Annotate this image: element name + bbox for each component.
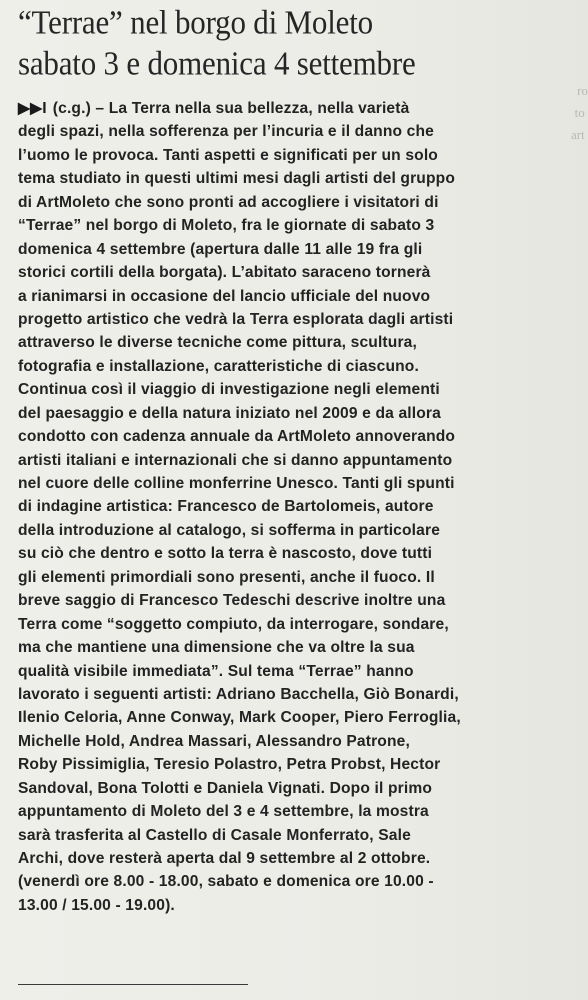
body-line: su ciò che dentro e sotto la terra è nascosto, dove tutti — [18, 545, 433, 563]
body-line: ma che mantiene una dimensione che va oltre la sua — [18, 639, 415, 657]
body-line: di indagine artistica: Francesco de Bartolomeis, autore — [18, 498, 434, 516]
body-line: qualità visibile immediata”. Sul tema “Terrae” hanno — [18, 662, 414, 680]
body-line: domenica 4 settembre (apertura dalle 11 alle 19 fra gli — [18, 240, 423, 258]
article-headline — [18, 2, 578, 84]
body-line-1-text: (c.g.) – La Terra nella sua bellezza, nella varietà — [52, 100, 410, 117]
body-line: 13.00 / 15.00 - 19.00). — [18, 896, 175, 914]
body-line: di ArtMoleto che sono pronti ad accogliere i visitatori di — [18, 193, 439, 211]
body-line: degli spazi, nella sofferenza per l’incuria e il danno che — [18, 123, 434, 141]
body-line: fotografia e installazione, caratteristiche di ciascuno. — [18, 357, 419, 375]
body-line: appuntamento di Moleto del 3 e 4 settembre, la mostra — [18, 803, 429, 821]
body-line: del paesaggio e della natura iniziato nel 2009 e da allora — [18, 404, 441, 422]
headline-line-2: sabato 3 e domenica 4 settembre — [18, 44, 416, 82]
body-line: Sandoval, Bona Tolotti e Daniela Vignati. Dopo il primo — [18, 779, 433, 797]
body-line: Ilenio Celoria, Anne Conway, Mark Cooper, Piero Ferroglia, — [18, 709, 461, 727]
article-end-rule — [18, 984, 248, 985]
body-line: gli elementi primordiali sono presenti, anche il fuoco. Il — [18, 568, 435, 586]
show-through-mark: ro — [577, 83, 588, 98]
body-line: condotto con cadenza annuale da ArtMoleto annoverando — [18, 428, 456, 446]
body-line-1 — [18, 97, 578, 120]
body-line: storici cortili della borgata). L’abitato saraceno tornerà — [18, 264, 431, 282]
body-line: (venerdì ore 8.00 - 18.00, sabato e domenica ore 10.00 - — [18, 873, 434, 891]
show-through-mark: to — [574, 105, 588, 120]
body-line: breve saggio di Francesco Tedeschi descrive inoltre una — [18, 592, 446, 610]
body-line: artisti italiani e internazionali che si danno appuntamento — [18, 451, 453, 469]
fast-forward-icon: ▶▶I — [18, 100, 47, 117]
article-body — [18, 97, 578, 917]
body-line: l’uomo le provoca. Tanti aspetti e significati per un solo — [18, 146, 438, 164]
body-line: della introduzione al catalogo, si sofferma in particolare — [18, 521, 441, 539]
body-line: Archi, dove resterà aperta dal 9 settembre al 2 ottobre. — [18, 850, 431, 867]
body-line: Roby Pissimiglia, Teresio Polastro, Petra Probst, Hector — [18, 756, 441, 774]
body-line: Terra come “soggetto compiuto, da interrogare, sondare, — [18, 615, 449, 633]
body-line: sarà trasferita al Castello di Casale Monferrato, Sale — [18, 826, 411, 844]
body-line: lavorato i seguenti artisti: Adriano Bacchella, Giò Bonardi, — [18, 685, 459, 703]
headline-line-1: “Terrae” nel borgo di Moleto — [18, 3, 373, 41]
body-line: a rianimarsi in occasione del lancio ufficiale del nuovo — [18, 287, 431, 305]
body-line: tema studiato in questi ultimi mesi dagli artisti del gruppo — [18, 170, 456, 188]
body-line: Continua così il viaggio di investigazione negli elementi — [18, 381, 440, 399]
body-line: nel cuore delle colline monferrine Unesco. Tanti gli spunti — [18, 475, 455, 492]
body-line: Michelle Hold, Andrea Massari, Alessandro Patrone, — [18, 732, 410, 750]
body-line: attraverso le diverse tecniche come pittura, scultura, — [18, 334, 417, 352]
body-line: “Terrae” nel borgo di Moleto, fra le giornate di sabato 3 — [18, 217, 435, 235]
body-line: progetto artistico che vedrà la Terra esplorata dagli artisti — [18, 310, 454, 328]
show-through-mark: art — [571, 127, 588, 142]
